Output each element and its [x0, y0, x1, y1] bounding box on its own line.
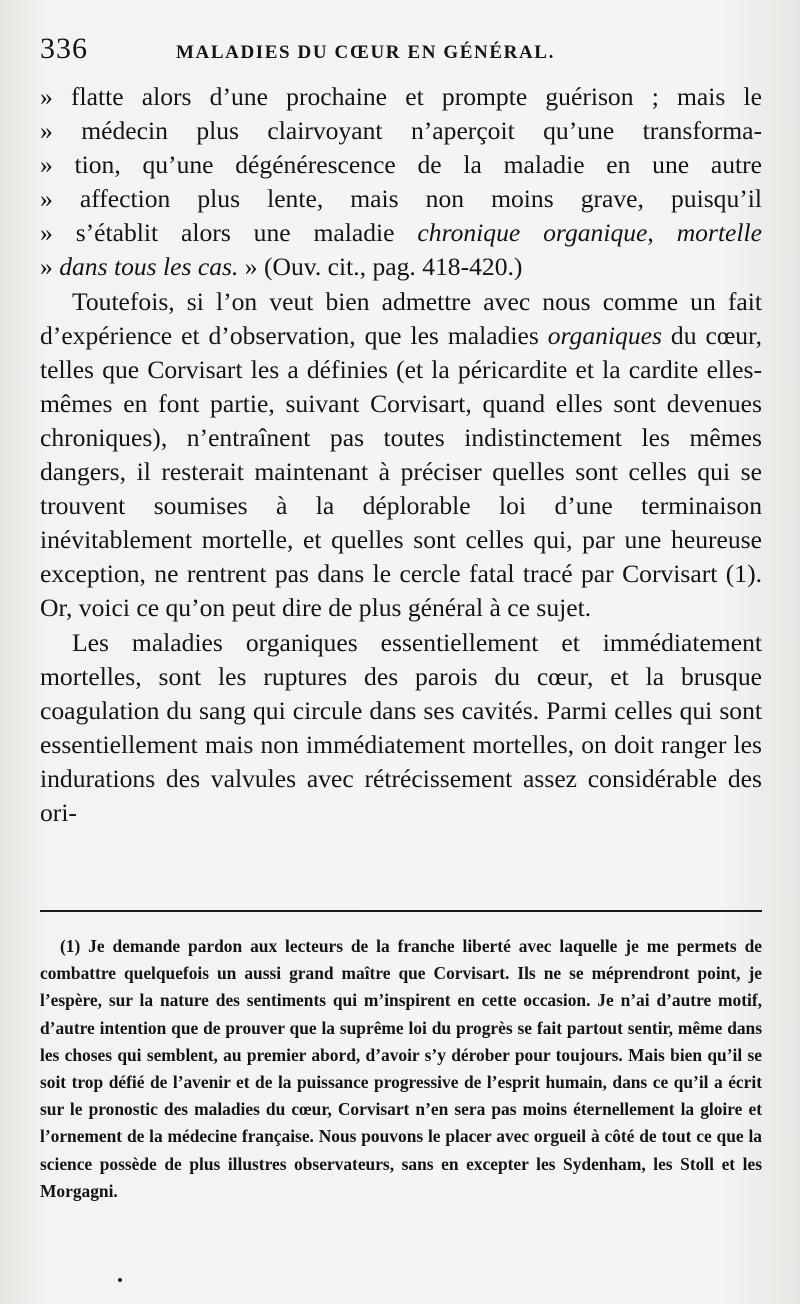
- citation: » (Ouv. cit., pag. 418-420.): [238, 252, 523, 282]
- quote-line: [40, 250, 762, 284]
- ink-speck: [118, 1278, 122, 1282]
- page-header: [40, 32, 760, 72]
- italic-phrase: chronique organique: [417, 218, 648, 248]
- running-title: MALADIES DU CŒUR EN GÉNÉRAL.: [176, 42, 555, 63]
- footnote: (1) Je demande pardon aux lecteurs de la franche liberté avec laquelle je me permets de combattre quelquefois un aussi grand maître que Corvisart. Ils ne se méprendront point, je l’espère, sur la nature des sentiments qui m’inspirent en cette occasion. Je n’ai d’autre motif, d’autre intention que de prouver que la suprême loi du progrès se fait partout sentir, même dans les choses qui semblent, au premier abord, d’avoir s’y dérober pour toujours. Mais bien qu’il se soit trop défié de l’avenir et de la puissance progressive de l’esprit humain, dans ce qu’il a écrit sur le pronostic des maladies du cœur, Corvisart n’en sera pas moins éternellement la gloire et l’ornement de la médecine française. Nous pouvons le placer avec orgueil à côté de tout ce que la science possède de plus illustres observateurs, sans en excepter les Sydenham, les Stoll et les Morgagni.: [40, 936, 762, 1201]
- quote-line: » affection plus lente, mais non moins grave, puisqu’il: [40, 184, 762, 214]
- paragraph-text: du cœur, telles que Corvisart les a définies (et la péricardite et la cardite elles-mêmes en font partie, suivant Corvisart, quand elles sont devenues chroniques), n’entraînent pas toutes indistinctement les mêmes dangers, il resterait maintenant à préciser quelles sont celles qui se trouvent soumises à la déplorable loi d’une terminaison inévitablement mortelle, et quelles sont celles qui, par une heureuse exception, ne rentrent pas dans le cercle fatal tracé par Corvisart (1). Or, voici ce qu’on peut dire de plus général à ce sujet.: [40, 320, 762, 623]
- quote-line: » tion, qu’une dégénérescence de la maladie en une autre: [40, 150, 762, 180]
- paragraph: Les maladies organiques essentiellement et immédiatement mortelles, sont les ruptures des parois du cœur, et la brusque coagulation du sang qui circule dans ses cavités. Parmi celles qui sont essentiellement mais non immédiatement mortelles, on doit ranger les indurations des valvules avec rétrécissement assez considérable des ori-: [40, 627, 762, 827]
- quote-line: » médecin plus clairvoyant n’aperçoit qu’une transforma-: [40, 116, 762, 146]
- quote-mark: »: [40, 252, 60, 282]
- footnotes: [40, 933, 762, 1205]
- italic-phrase: dans tous les cas.: [59, 252, 239, 282]
- quote-separator: ,: [647, 218, 677, 248]
- paragraph: [40, 285, 762, 626]
- body-text: [40, 80, 762, 830]
- quote-line-text: » s’établit alors une maladie: [40, 218, 418, 248]
- page-number: 336: [40, 32, 88, 65]
- footnote-separator: [40, 910, 762, 912]
- quote-line: [40, 216, 762, 250]
- italic-phrase: mortelle: [676, 218, 762, 248]
- paragraph-text: Toutefois, si l’on veut bien admettre avec nous comme un fait d’expérience et d’observation, que les maladies: [40, 286, 762, 350]
- quote-line: » flatte alors d’une prochaine et prompte guérison ; mais le: [40, 82, 762, 111]
- italic-word: organiques: [547, 320, 662, 350]
